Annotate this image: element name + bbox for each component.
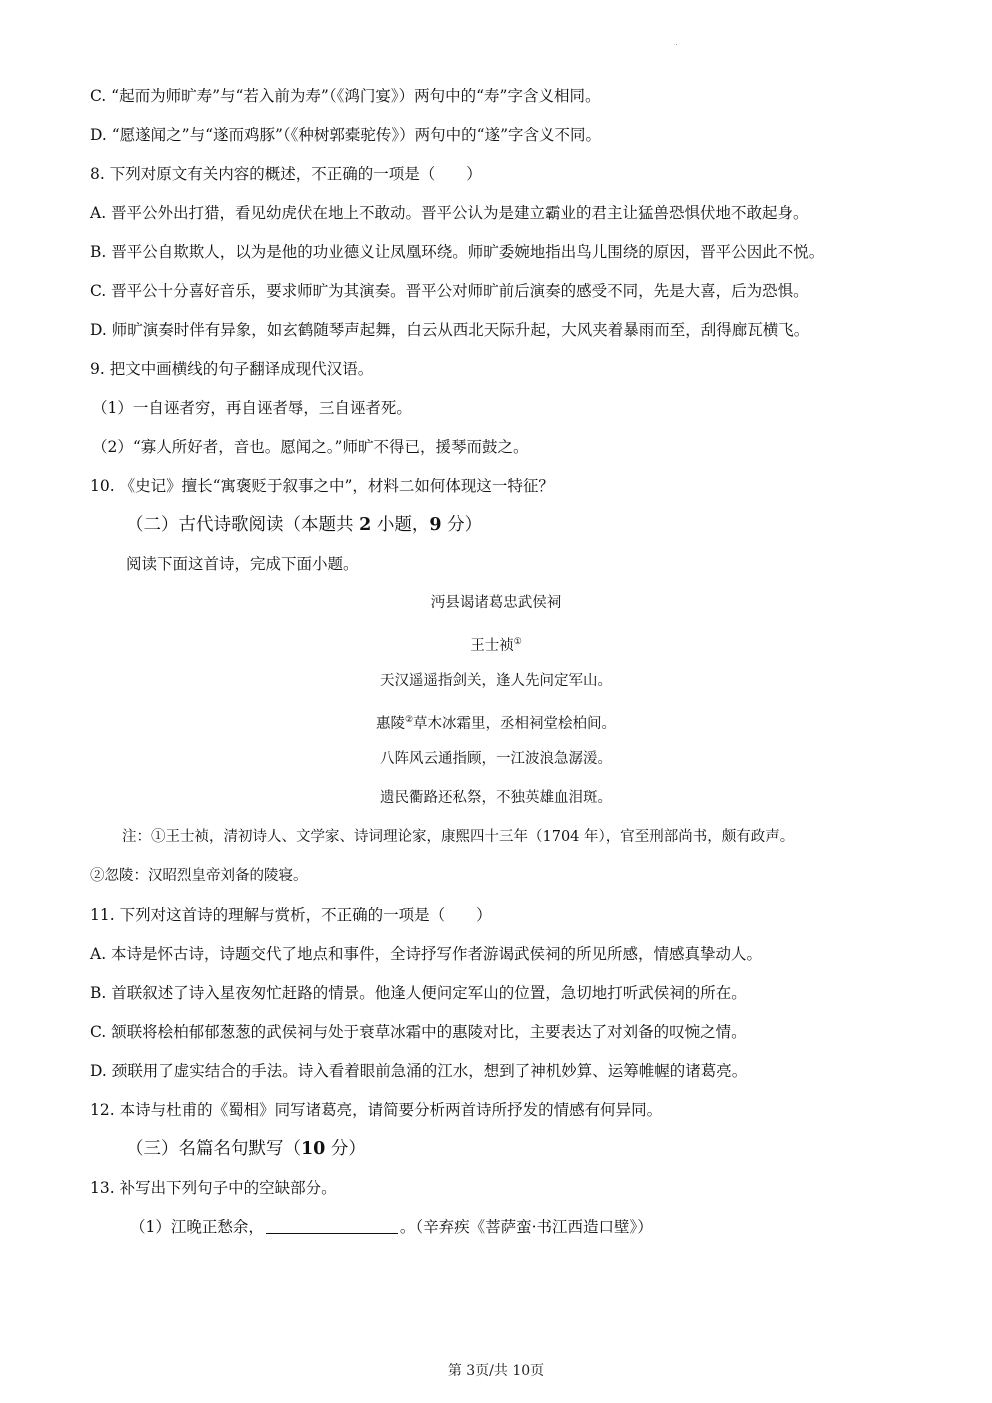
question-9-item-2: （2）“寡人所好者，音也。愿闻之。”师旷不得已，援琴而鼓之。 xyxy=(92,438,529,456)
footnote-1: 注：①王士祯，清初诗人、文学家、诗词理论家，康熙四十三年（1704 年），官至刑部尚书，颇有政声。 xyxy=(122,829,795,845)
footnote-marker: ② xyxy=(404,715,414,725)
page-number: 第 3页/共 10页 xyxy=(447,1363,545,1379)
scan-speck xyxy=(676,44,677,45)
poem-line-1: 天汉遥遥指剑关，逢人先问定军山。 xyxy=(380,673,612,689)
option-c-q8: C. 晋平公十分喜好音乐，要求师旷为其演奏。晋平公对师旷前后演奏的感受不同，先是大喜，后为恐惧。 xyxy=(90,282,809,300)
option-b-q8: B. 晋平公自欺欺人，以为是他的功业德义让凤凰环绕。师旷委婉地指出鸟儿围绕的原因，晋平公因此不悦。 xyxy=(90,243,825,261)
option-d-q11: D. 颈联用了虚实结合的手法。诗入看着眼前急涌的江水，想到了神机妙算、运筹帷幄的诸葛亮。 xyxy=(90,1062,748,1080)
poem-title: 沔县谒诸葛忠武侯祠 xyxy=(430,595,562,611)
fill-in-blank[interactable] xyxy=(266,1217,398,1234)
question-13-item-1: （1）江晚正愁余， 。（辛弃疾《菩萨蛮·书江西造口壁》） xyxy=(130,1218,653,1236)
poem-instructions: 阅读下面这首诗，完成下面小题。 xyxy=(126,555,359,573)
poem-line-2: 惠陵②草木冰霜里，丞相祠堂桧柏间。 xyxy=(375,715,617,732)
question-13: 13. 补写出下列句子中的空缺部分。 xyxy=(90,1179,337,1197)
question-9: 9. 把文中画横线的句子翻译成现代汉语。 xyxy=(90,360,374,378)
question-10: 10. 《史记》擅长“寓褒贬于叙事之中”，材料二如何体现这一特征？ xyxy=(90,477,554,495)
option-b-q11: B. 首联叙述了诗入星夜匆忙赶路的情景。他逢人便问定军山的位置，急切地打听武侯祠的所在。 xyxy=(90,984,747,1002)
question-9-item-1: （1）一自诬者穷，再自诬者辱，三自诬者死。 xyxy=(92,399,412,417)
footnote-2: ②忽陵：汉昭烈皇帝刘备的陵寝。 xyxy=(90,868,308,884)
question-12: 12. 本诗与杜甫的《蜀相》同写诸葛亮，请简要分析两首诗所抒发的情感有何异同。 xyxy=(90,1101,663,1119)
question-8: 8. 下列对原文有关内容的概述，不正确的一项是（ ） xyxy=(90,165,482,183)
option-a-q11: A. 本诗是怀古诗，诗题交代了地点和事件，全诗抒写作者游谒武侯祠的所见所感，情感真挚动人。 xyxy=(90,945,763,963)
poem-author: 王士祯① xyxy=(470,637,522,654)
footnote-marker: ① xyxy=(513,637,522,647)
option-c-q7: C. “起而为师旷寿”与“若入前为寿”（《鸿门宴》）两句中的“寿”字含义相同。 xyxy=(90,87,601,105)
section-heading-recitation: （三）名篇名句默写（10 分） xyxy=(126,1139,366,1159)
option-d-q7: D. “愿遂闻之”与“遂而鸡豚”（《种树郭橐驼传》）两句中的“遂”字含义不同。 xyxy=(90,126,602,144)
option-d-q8: D. 师旷演奏时伴有异象，如玄鹤随琴声起舞，白云从西北天际升起，大风夹着暴雨而至，刮得廊瓦横飞。 xyxy=(90,321,810,339)
question-11: 11. 下列对这首诗的理解与赏析，不正确的一项是（ ） xyxy=(90,906,492,924)
option-a-q8: A. 晋平公外出打猎，看见幼虎伏在地上不敢动。晋平公认为是建立霸业的君主让猛兽恐惧伏地不敢起身。 xyxy=(90,204,809,222)
option-c-q11: C. 颔联将桧柏郁郁葱葱的武侯祠与处于衰草冰霜中的惠陵对比，主要表达了对刘备的叹惋之情。 xyxy=(90,1023,747,1041)
poem-line-3: 八阵风云通指顾，一江波浪急潺湲。 xyxy=(380,751,612,767)
poem-line-4: 遗民衢路还私祭，不独英雄血泪斑。 xyxy=(380,790,612,806)
section-heading-poetry: （二）古代诗歌阅读（本题共 2 小题，9 分） xyxy=(126,515,483,535)
